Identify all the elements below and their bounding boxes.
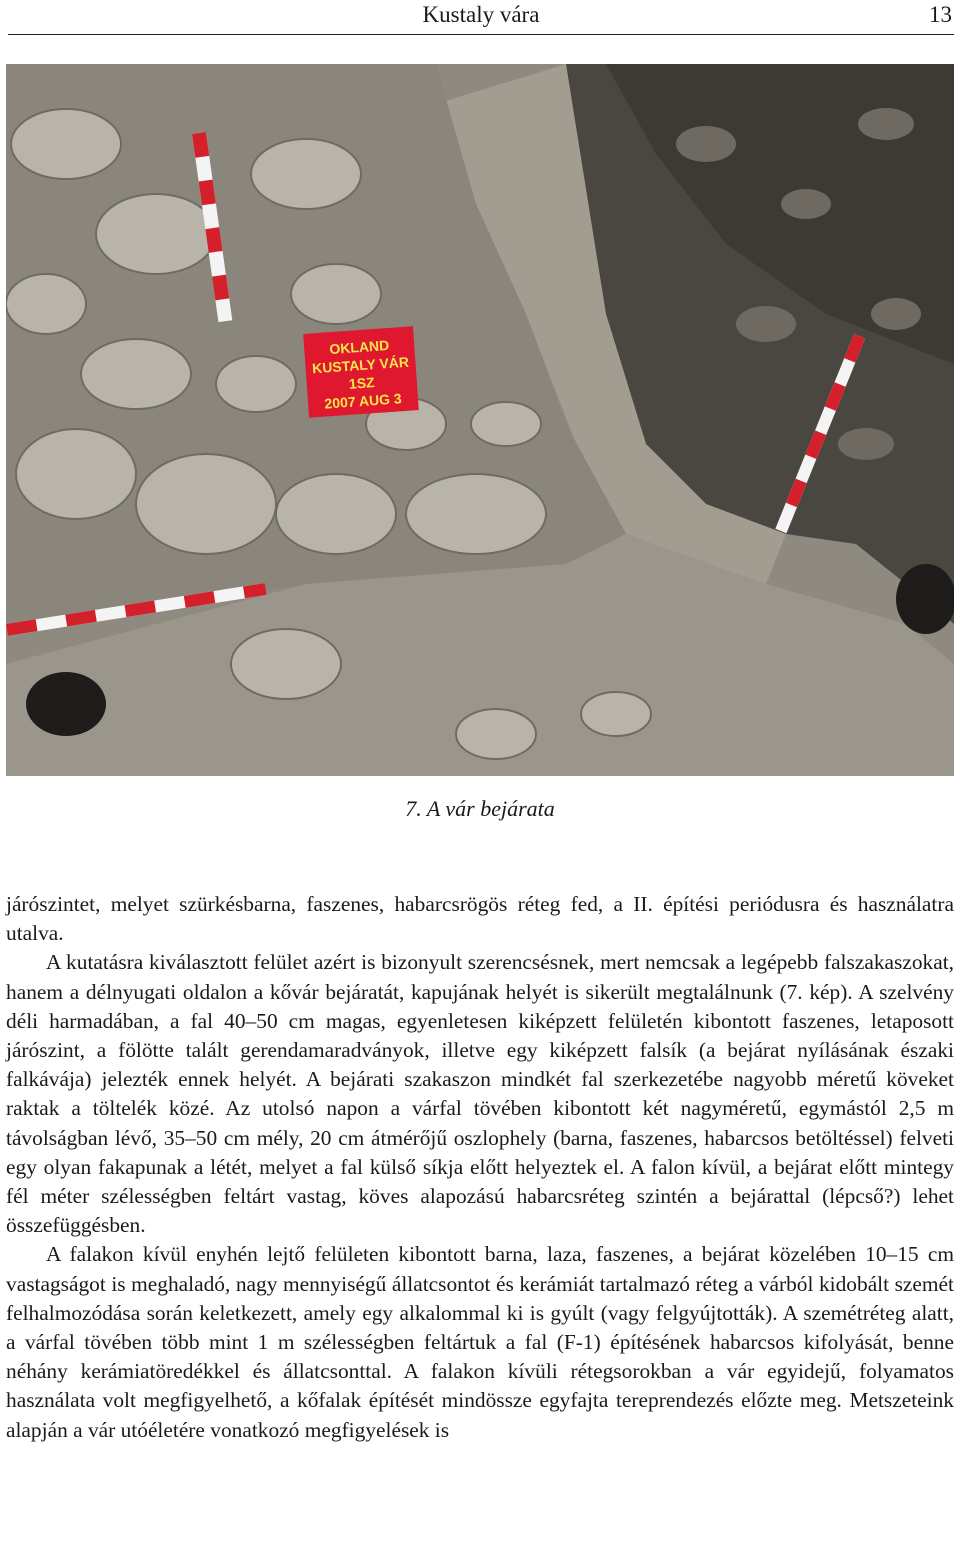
page-header [8, 0, 954, 35]
running-title: Kustaly vára [422, 2, 540, 27]
page-number: 13 [929, 2, 952, 27]
sign-line-1: OKLAND [328, 336, 390, 358]
figure-caption: 7. A vár bejárata [405, 796, 555, 821]
paragraph-3: A falakon kívül enyhén lejtő felületen kibontott barna, laza, faszenes, a bejárat közelében 10–15 cm vastagságot is meghaladó, nagy mennyiségű állatcsontot és kerámiát tartalmazó réteg a várból kidobált szemét felhalmozódása során keletkezett, amely egy alkalommal ki is gyúlt (vagy felgyújtották). A szemétréteg alatt, a várfal tövében több mint 1 m szélességben feltártuk a fal (F-1) építésének habarcsos kifolyását, benne néhány kerámiatöredékkel és állatcsonttal. A falakon kívüli rétegsorokban a vár egyidejű, folyamatos használata volt megfigyelhető, a kőfalak építését mindössze egyfajta tereprendezés előzte meg. Metszeteink alapján a vár utóéletére vonatkozó megfigyelések is [6, 1242, 954, 1442]
body-text [6, 890, 954, 1445]
paragraph-2: A kutatásra kiválasztott felület azért is bizonyult szerencsésnek, mert nemcsak a legépebb falszakaszokat, hanem a délnyugati oldalon a kővár bejáratát, kapujának helyét is sikerült megtalálnunk (7. kép). A szelvény déli harmadában, a fal 40–50 cm magas, egyenletesen kiképzett felületén kibontott faszenes, letaposott járószint, a fölötte talált gerendamaradványok, illetve egy kiképzett falsík (a bejárat nyílásának északi falkávája) jelezték ennek helyét. A bejárati szakaszon mindkét fal szerkezetébe nagyobb méretű köveket raktak a töltelék közé. Az utolsó napon a várfal tövében kibontott két nagyméretű, egymástól 2,5 m távolságban lévő, 35–50 cm mély, 20 cm átmérőjű oszlophely (barna, faszenes, habarcsos betöltéssel) felveti egy olyan fakapunak a létét, melyet a fal külső síkja előtt helyeztek el. A falon kívül, a bejárat előtt mintegy fél méter szélességben feltárt vastag, köves alapozású habarcsréteg szintén a bejárattal (lépcső?) lehet összefüggésben. [6, 950, 954, 1238]
excavation-label-sign [303, 326, 419, 417]
paragraph-1: járószintet, melyet szürkésbarna, faszenes, habarcsrögös réteg fed, a II. építési periódusra és használatra utalva. [6, 892, 954, 946]
excavation-photo [6, 64, 954, 776]
sign-line-3: 1SZ [348, 374, 376, 392]
sign-line-4: 2007 AUG 3 [323, 390, 403, 412]
sign-line-2: KUSTALY VÁR [311, 353, 410, 377]
